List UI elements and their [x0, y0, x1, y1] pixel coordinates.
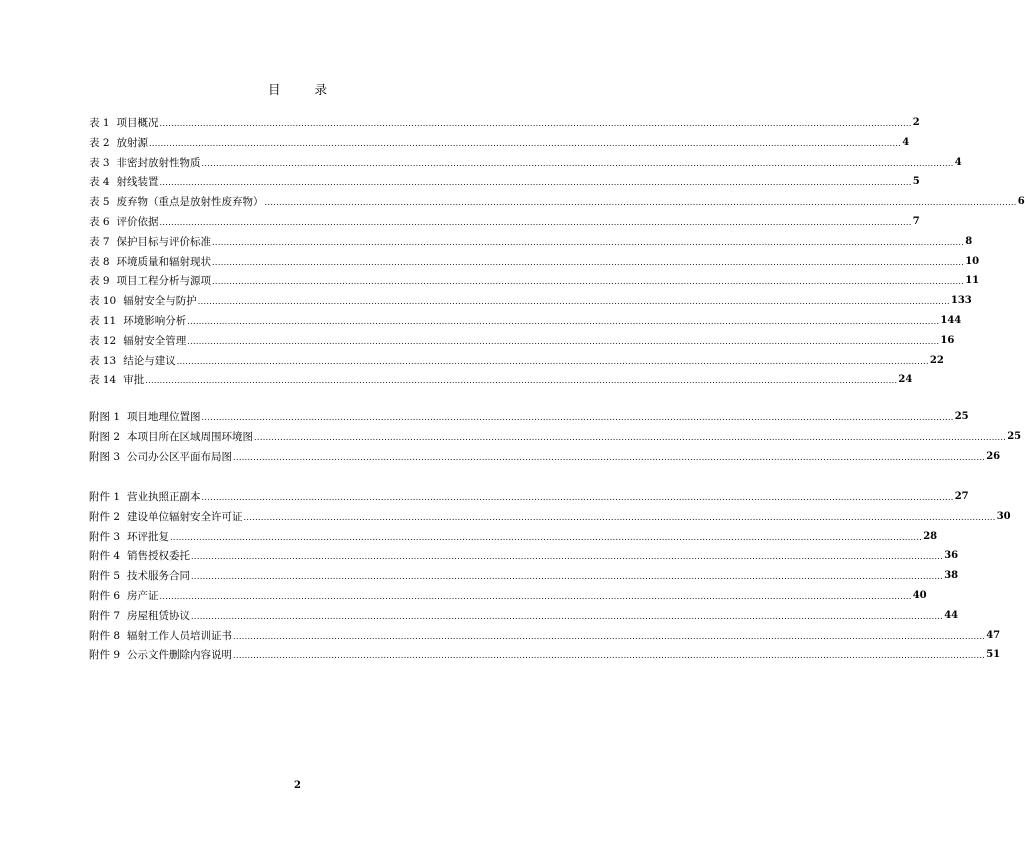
toc-leader-dots: ....................................................................................................................................................................................................................................................................	[201, 158, 954, 168]
toc-entry-number: 附件 9	[89, 649, 121, 662]
toc-entry-number: 附图 1	[89, 411, 121, 423]
toc-entry-label: 审批	[123, 374, 145, 387]
toc-leader-dots: ....................................................................................................................................................................................................................................................................	[212, 257, 965, 267]
toc-entry-number: 表 4	[89, 176, 110, 189]
toc-entry-number: 附件 6	[89, 590, 121, 602]
toc-entry-label: 房产证	[127, 590, 159, 602]
toc-entry-number: 附件 8	[89, 629, 121, 642]
toc-entry[interactable]	[89, 314, 962, 328]
toc-entry-number: 表 8	[89, 255, 110, 268]
toc-entry[interactable]	[89, 450, 1001, 464]
toc-leader-dots: ....................................................................................................................................................................................................................................................................	[176, 356, 929, 366]
toc-entry-page: 44	[944, 609, 959, 621]
toc-entry-label: 放射源	[116, 136, 149, 149]
toc-leader-dots: ....................................................................................................................................................................................................................................................................	[201, 493, 954, 502]
toc-entry-label: 射线装置	[116, 176, 159, 189]
toc-entry-label: 建设单位辐射安全许可证	[127, 510, 243, 523]
toc-entry-page: 36	[944, 550, 959, 562]
toc-leader-dots: ....................................................................................................................................................................................................................................................................	[187, 317, 940, 326]
toc-entry-page: 24	[898, 374, 913, 386]
toc-entry-label: 评价依据	[116, 216, 159, 228]
toc-title-left: 目	[267, 82, 281, 97]
toc-entry-page: 8	[965, 235, 973, 247]
toc-entry-page: 16	[940, 334, 955, 346]
toc-leader-dots: ....................................................................................................................................................................................................................................................................	[233, 651, 986, 661]
toc-entry-number: 表 3	[89, 156, 110, 169]
toc-leader-dots: ....................................................................................................................................................................................................................................................................	[197, 297, 950, 307]
toc-entry-label: 废弃物（重点是放射性废弃物）	[116, 196, 264, 209]
toc-title-right: 录	[314, 82, 328, 97]
toc-leader-dots: ....................................................................................................................................................................................................................................................................	[243, 512, 996, 522]
toc-leader-dots: ....................................................................................................................................................................................................................................................................	[159, 218, 912, 227]
toc-entry-page: 2	[912, 117, 920, 128]
toc-entry[interactable]	[89, 136, 910, 150]
toc-entry[interactable]	[89, 410, 969, 424]
toc-entry-label: 营业执照正副本	[127, 491, 201, 503]
toc-entry-label: 辐射安全与防护	[123, 295, 197, 308]
toc-entry-page: 28	[923, 530, 938, 542]
toc-title	[0, 80, 595, 98]
toc-entry[interactable]	[89, 648, 1001, 662]
toc-entry-number: 表 6	[89, 216, 110, 228]
toc-entry-page: 5	[912, 176, 920, 188]
toc-entry[interactable]	[89, 294, 972, 308]
toc-entry[interactable]	[89, 549, 959, 563]
toc-entry[interactable]	[89, 510, 1011, 524]
toc-leader-dots: ....................................................................................................................................................................................................................................................................	[264, 198, 1017, 208]
toc-entry[interactable]	[89, 354, 944, 368]
toc-entry[interactable]	[89, 195, 1025, 209]
toc-leader-dots: ....................................................................................................................................................................................................................................................................	[159, 119, 912, 128]
toc-entry[interactable]	[89, 156, 962, 170]
toc-entry-label: 房屋租赁协议	[127, 609, 191, 622]
toc-entry-label: 环评批复	[127, 530, 170, 543]
toc-entry-label: 结论与建议	[123, 354, 176, 367]
toc-entry[interactable]	[89, 116, 920, 130]
toc-entry-number: 附件 5	[89, 570, 121, 583]
toc-entry-label: 公示文件删除内容说明	[127, 649, 233, 662]
toc-entry-number: 附件 7	[89, 609, 121, 622]
toc-entry-page: 4	[902, 136, 910, 148]
toc-entry[interactable]	[89, 569, 959, 583]
toc-entry-label: 项目工程分析与源项	[116, 275, 212, 288]
toc-entry[interactable]	[89, 430, 1022, 444]
toc-leader-dots: ....................................................................................................................................................................................................................................................................	[201, 413, 954, 422]
toc-entry[interactable]	[89, 490, 969, 504]
toc-entry[interactable]	[89, 255, 980, 269]
toc-leader-dots: ....................................................................................................................................................................................................................................................................	[233, 452, 986, 462]
toc-entry[interactable]	[89, 589, 927, 603]
toc-entry-number: 表 10	[89, 295, 117, 308]
toc-leader-dots: ....................................................................................................................................................................................................................................................................	[212, 277, 965, 287]
toc-entry-number: 附件 4	[89, 550, 121, 563]
toc-entry-number: 附件 2	[89, 510, 121, 523]
toc-entry-label: 非密封放射性物质	[116, 156, 201, 169]
toc-leader-dots: ....................................................................................................................................................................................................................................................................	[187, 336, 940, 346]
toc-entry-label: 环境影响分析	[123, 315, 187, 327]
toc-entry-number: 附件 3	[89, 530, 121, 543]
toc-entry-page: 51	[986, 649, 1001, 661]
toc-entry-label: 技术服务合同	[127, 570, 191, 583]
toc-entry-label: 项目概况	[116, 117, 159, 129]
toc-entry-page: 4	[954, 156, 962, 168]
toc-entry[interactable]	[89, 629, 1001, 643]
toc-entry-number: 附图 2	[89, 430, 121, 443]
toc-entry-number: 表 7	[89, 235, 110, 248]
toc-entry[interactable]	[89, 609, 959, 623]
toc-entry-label: 公司办公区平面布局图	[127, 450, 233, 463]
toc-entry-page: 22	[929, 354, 944, 366]
toc-entry-number: 表 12	[89, 334, 117, 347]
toc-entry-number: 附件 1	[89, 491, 121, 503]
toc-entry-page: 30	[996, 510, 1011, 522]
toc-leader-dots: ....................................................................................................................................................................................................................................................................	[233, 631, 986, 641]
toc-entry-label: 保护目标与评价标准	[116, 235, 212, 248]
toc-leader-dots: ....................................................................................................................................................................................................................................................................	[145, 376, 898, 386]
toc-leader-dots: ....................................................................................................................................................................................................................................................................	[191, 552, 944, 562]
toc-leader-dots: ....................................................................................................................................................................................................................................................................	[191, 572, 944, 582]
toc-leader-dots: ....................................................................................................................................................................................................................................................................	[191, 611, 944, 621]
toc-entry-number: 附图 3	[89, 450, 121, 463]
toc-entry-number: 表 5	[89, 196, 110, 209]
toc-entry-page: 25	[1007, 430, 1022, 442]
toc-leader-dots: ....................................................................................................................................................................................................................................................................	[212, 237, 965, 247]
toc-entry-number: 表 11	[89, 315, 117, 327]
toc-entry-number: 表 9	[89, 275, 110, 288]
toc-entry[interactable]	[89, 235, 973, 249]
toc-entry[interactable]	[89, 215, 920, 229]
toc-entry-page: 10	[965, 255, 980, 267]
toc-entry-page: 40	[912, 590, 927, 601]
toc-entry[interactable]	[89, 530, 938, 544]
toc-entry-page: 7	[912, 216, 920, 227]
toc-entry-label: 辐射工作人员培训证书	[127, 629, 233, 642]
toc-entry-label: 辐射安全管理	[123, 334, 187, 347]
toc-entry-page: 27	[954, 491, 969, 502]
toc-entry[interactable]	[89, 373, 913, 387]
toc-entry-page: 25	[954, 411, 969, 422]
toc-entry-number: 表 14	[89, 374, 117, 387]
page-number: 2	[294, 780, 301, 791]
toc-leader-dots: ....................................................................................................................................................................................................................................................................	[170, 532, 923, 542]
toc-leader-dots: ....................................................................................................................................................................................................................................................................	[149, 138, 902, 148]
toc-entry-label: 环境质量和辐射现状	[116, 255, 212, 268]
toc-leader-dots: ....................................................................................................................................................................................................................................................................	[159, 178, 912, 188]
toc-entry-page: 38	[944, 570, 959, 582]
toc-entry-page: 133	[950, 295, 972, 307]
toc-entry-page: 47	[986, 629, 1001, 641]
toc-leader-dots: ....................................................................................................................................................................................................................................................................	[159, 592, 912, 601]
toc-entry[interactable]	[89, 274, 980, 288]
toc-entry-label: 项目地理位置图	[127, 411, 201, 423]
toc-entry-number: 表 13	[89, 354, 117, 367]
toc-entry-number: 表 1	[89, 117, 110, 129]
toc-leader-dots: ....................................................................................................................................................................................................................................................................	[254, 432, 1007, 442]
toc-entry-page: 144	[940, 315, 962, 326]
toc-entry-page: 26	[986, 450, 1001, 462]
toc-entry[interactable]	[89, 175, 920, 189]
toc-entry-label: 销售授权委托	[127, 550, 191, 563]
toc-entry-page: 11	[965, 275, 980, 287]
toc-entry-label: 本项目所在区域周围环境图	[127, 430, 254, 443]
toc-entry-number: 表 2	[89, 136, 110, 149]
toc-entry-page: 6	[1017, 196, 1025, 208]
toc-entry[interactable]	[89, 334, 955, 348]
